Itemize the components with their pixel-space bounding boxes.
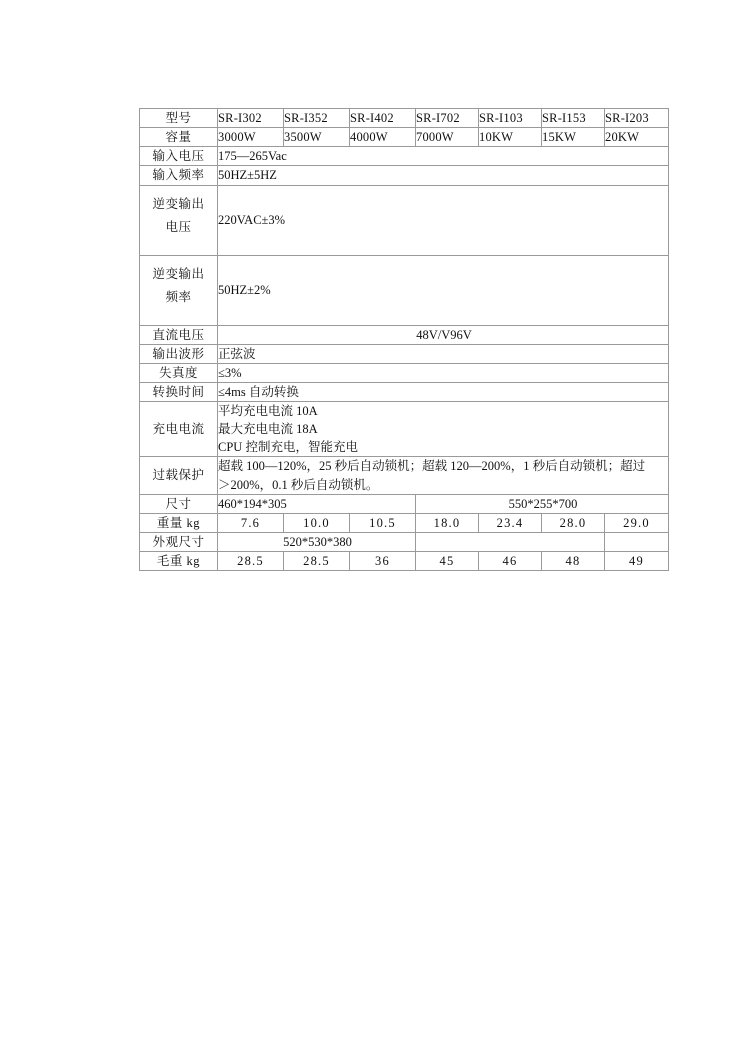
- row-label-transfer-time: 转换时间: [140, 382, 218, 401]
- row-label-dimensions: 尺寸: [140, 494, 218, 513]
- cell-output-waveform-value: 正弦波: [218, 344, 669, 363]
- cell-gross-weight-6: 48: [542, 552, 605, 571]
- cell-capacity-5: 10KW: [479, 128, 542, 147]
- cell-capacity-2: 3500W: [284, 128, 350, 147]
- row-label-line-2: 电压: [165, 219, 192, 234]
- table-row-model: [140, 109, 669, 128]
- cell-capacity-6: 15KW: [542, 128, 605, 147]
- charging-current-line-1: 平均充电电流 10A: [218, 404, 318, 418]
- table-row-gross-weight: [140, 552, 669, 571]
- cell-gross-weight-5: 46: [479, 552, 542, 571]
- row-label-inverter-output-frequency: [140, 255, 218, 325]
- row-label-input-frequency: 输入频率: [140, 166, 218, 185]
- cell-inverter-output-voltage-value: 220VAC±3%: [218, 185, 669, 255]
- row-label-line-1: 逆变输出: [152, 196, 205, 211]
- cell-weight-4: 18.0: [416, 513, 479, 532]
- table-row-inverter-output-voltage: [140, 185, 669, 255]
- cell-capacity-7: 20KW: [605, 128, 669, 147]
- cell-input-voltage-value: 175—265Vac: [218, 147, 669, 166]
- row-label-model: 型号: [140, 109, 218, 128]
- cell-capacity-4: 7000W: [416, 128, 479, 147]
- row-label-weight: 重量 kg: [140, 513, 218, 532]
- cell-model-3: SR-I402: [350, 109, 416, 128]
- row-label-charging-current: 充电电流: [140, 402, 218, 457]
- table-row-charging-current: [140, 402, 669, 457]
- cell-capacity-1: 3000W: [218, 128, 284, 147]
- cell-package-dimensions-blank-mid: [416, 532, 605, 551]
- inverter-specification-table: [139, 108, 669, 571]
- cell-weight-1: 7.6: [218, 513, 284, 532]
- cell-model-1: SR-I302: [218, 109, 284, 128]
- specification-table-container: [139, 108, 668, 571]
- row-label-line-1: 逆变输出: [152, 266, 205, 281]
- cell-model-5: SR-I103: [479, 109, 542, 128]
- table-row-capacity: [140, 128, 669, 147]
- cell-input-frequency-value: 50HZ±5HZ: [218, 166, 669, 185]
- table-row-input-voltage: [140, 147, 669, 166]
- table-row-package-dimensions: [140, 532, 669, 551]
- cell-dimensions-small: 460*194*305: [218, 494, 416, 513]
- cell-gross-weight-2: 28.5: [284, 552, 350, 571]
- cell-inverter-output-frequency-value: 50HZ±2%: [218, 255, 669, 325]
- cell-capacity-3: 4000W: [350, 128, 416, 147]
- cell-model-6: SR-I153: [542, 109, 605, 128]
- row-label-line-2: 频率: [165, 289, 192, 304]
- row-label-dc-voltage: 直流电压: [140, 325, 218, 344]
- cell-model-2: SR-I352: [284, 109, 350, 128]
- row-label-distortion: 失真度: [140, 363, 218, 382]
- cell-model-4: SR-I702: [416, 109, 479, 128]
- cell-overload-protection-value: [218, 457, 669, 494]
- cell-weight-3: 10.5: [350, 513, 416, 532]
- cell-distortion-value: ≤3%: [218, 363, 669, 382]
- cell-dimensions-large: 550*255*700: [416, 494, 669, 513]
- cell-gross-weight-3: 36: [350, 552, 416, 571]
- row-label-output-waveform: 输出波形: [140, 344, 218, 363]
- cell-weight-2: 10.0: [284, 513, 350, 532]
- table-row-input-frequency: [140, 166, 669, 185]
- cell-gross-weight-7: 49: [605, 552, 669, 571]
- cell-charging-current-value: [218, 402, 669, 457]
- row-label-overload-protection: 过载保护: [140, 457, 218, 494]
- cell-package-dimensions-value: 520*530*380: [218, 532, 416, 551]
- table-row-dimensions: [140, 494, 669, 513]
- row-label-gross-weight: 毛重 kg: [140, 552, 218, 571]
- cell-model-7: SR-I203: [605, 109, 669, 128]
- cell-weight-7: 29.0: [605, 513, 669, 532]
- cell-weight-6: 28.0: [542, 513, 605, 532]
- row-label-capacity: 容量: [140, 128, 218, 147]
- overload-protection-line-2: ＞200%，0.1 秒后自动锁机。: [218, 477, 379, 492]
- table-row-transfer-time: [140, 382, 669, 401]
- cell-transfer-time-value: ≤4ms 自动转换: [218, 382, 669, 401]
- row-label-package-dimensions: 外观尺寸: [140, 532, 218, 551]
- row-label-inverter-output-voltage: [140, 185, 218, 255]
- row-label-input-voltage: 输入电压: [140, 147, 218, 166]
- overload-protection-line-1: 超载 100—120%，25 秒后自动锁机；超载 120—200%，1 秒后自动锁机；超过: [218, 459, 646, 474]
- table-row-dc-voltage: [140, 325, 669, 344]
- table-row-overload-protection: [140, 457, 669, 494]
- cell-weight-5: 23.4: [479, 513, 542, 532]
- charging-current-line-2: 最大充电电流 18A: [218, 422, 318, 437]
- charging-current-line-3: CPU 控制充电，智能充电: [218, 440, 358, 455]
- table-row-output-waveform: [140, 344, 669, 363]
- table-row-weight: [140, 513, 669, 532]
- table-row-inverter-output-frequency: [140, 255, 669, 325]
- cell-gross-weight-4: 45: [416, 552, 479, 571]
- cell-gross-weight-1: 28.5: [218, 552, 284, 571]
- cell-package-dimensions-blank-end: [605, 532, 669, 551]
- cell-dc-voltage-value: 48V/V96V: [218, 325, 669, 344]
- table-row-distortion: [140, 363, 669, 382]
